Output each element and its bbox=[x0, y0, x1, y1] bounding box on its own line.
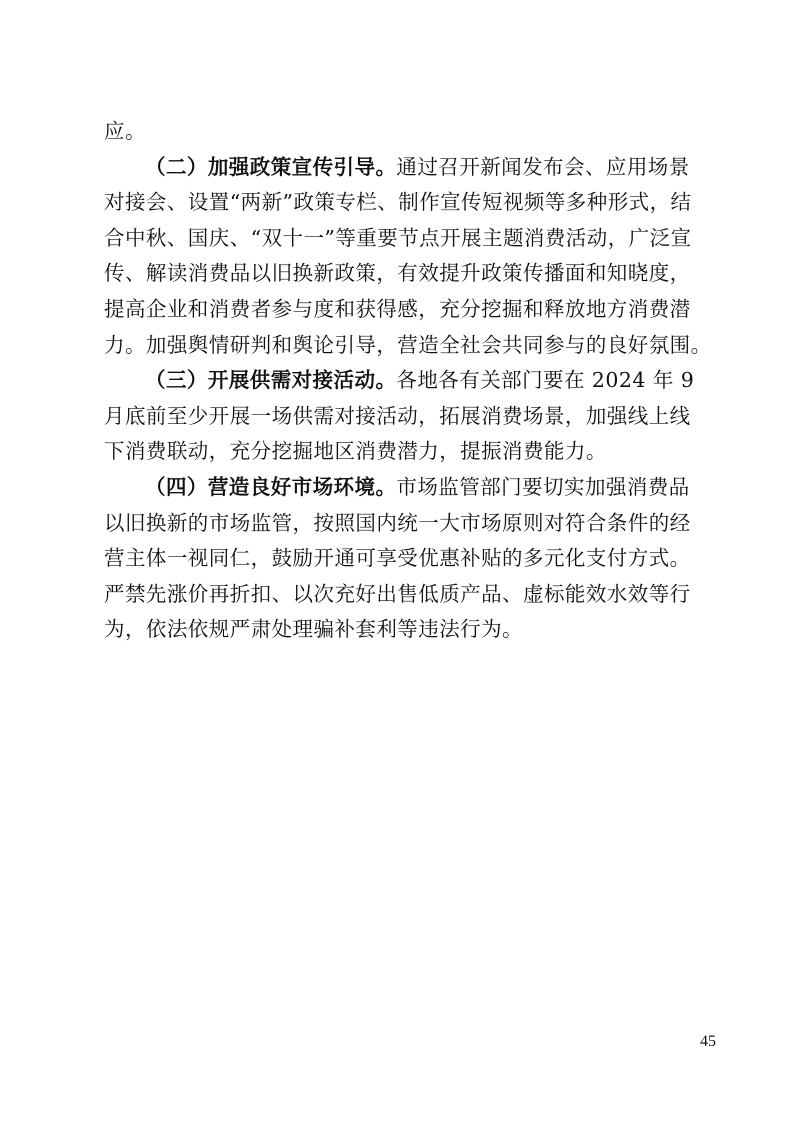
section-heading-2: （二）加强政策宣传引导。 bbox=[145, 154, 397, 179]
paragraph-line bbox=[104, 399, 692, 435]
body-text: 力。加强舆情研判和舆论引导，营造全社会共同参与的良好氛围。 bbox=[104, 332, 712, 357]
paragraph-line bbox=[104, 328, 712, 364]
body-text: 合中秋、国庆、“双十一”等重要节点开展主题消费活动，广泛宣 bbox=[104, 225, 692, 250]
page-number: 45 bbox=[700, 1033, 716, 1050]
paragraph-line bbox=[104, 292, 692, 328]
body-text: 严禁先涨价再折扣、以次充好出售低质产品、虚标能效水效等行 bbox=[104, 581, 691, 606]
body-text: 下消费联动，充分挖掘地区消费潜力，提振消费能力。 bbox=[104, 439, 607, 464]
body-text: 提高企业和消费者参与度和获得感，充分挖掘和释放地方消费潜 bbox=[104, 296, 691, 321]
paragraph-continuation-line bbox=[104, 114, 692, 150]
body-text: 营主体一视同仁，鼓励开通可享受优惠补贴的多元化支付方式。 bbox=[104, 546, 691, 571]
paragraph-line bbox=[104, 577, 692, 613]
body-text: 应。 bbox=[104, 119, 146, 143]
paragraph-line bbox=[104, 185, 692, 221]
paragraph-line bbox=[104, 612, 692, 648]
paragraph-line bbox=[104, 256, 692, 292]
section-heading-4: （四）营造良好市场环境。 bbox=[145, 474, 397, 499]
body-text: 以旧换新的市场监管，按照国内统一大市场原则对符合条件的经 bbox=[104, 510, 691, 535]
document-body bbox=[104, 114, 712, 648]
paragraph-line bbox=[104, 434, 692, 470]
body-text: 市场监管部门要切实加强消费品 bbox=[396, 474, 690, 499]
paragraph-line bbox=[104, 221, 692, 257]
paragraph-line bbox=[104, 363, 695, 399]
body-text: 为，依法依规严肃处理骗补套利等违法行为。 bbox=[104, 617, 523, 642]
body-text: 各地各有关部门要在 2024 年 9 bbox=[396, 368, 695, 393]
body-text: 对接会、设置“两新”政策专栏、制作宣传短视频等多种形式，结 bbox=[104, 190, 692, 215]
section-heading-3: （三）开展供需对接活动。 bbox=[145, 368, 397, 393]
paragraph-line bbox=[104, 150, 692, 186]
body-text: 月底前至少开展一场供需对接活动，拓展消费场景，加强线上线 bbox=[104, 403, 691, 428]
paragraph-line bbox=[104, 470, 692, 506]
body-text: 通过召开新闻发布会、应用场景 bbox=[396, 154, 690, 179]
paragraph-line bbox=[104, 506, 692, 542]
body-text: 传、解读消费品以旧换新政策，有效提升政策传播面和知晓度， bbox=[104, 261, 691, 286]
paragraph-line bbox=[104, 541, 692, 577]
